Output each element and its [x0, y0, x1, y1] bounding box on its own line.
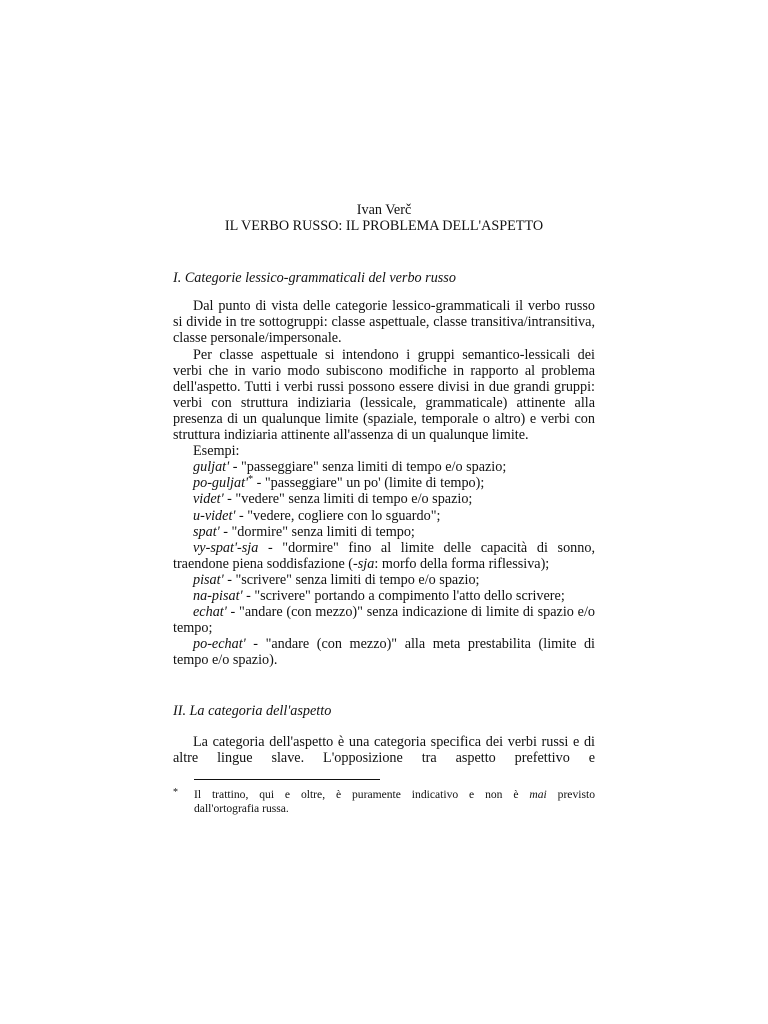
- footnote-line-2: dall'ortografia russa.: [194, 802, 289, 815]
- example-gloss: - "dormire" senza limiti di tempo;: [219, 523, 415, 540]
- example-verb: videt': [193, 491, 224, 508]
- example-verb: pisat': [193, 571, 224, 588]
- footnote-divider: [194, 779, 380, 780]
- example-gloss: - "dormire" fino al limite delle capacità di sonno, traendone piena soddisfazione (-: [173, 539, 595, 572]
- example-verb: vy-spat'-sja: [193, 539, 259, 556]
- example-gloss: - "andare (con mezzo)" senza indicazione di limite di spazio e/o tempo;: [173, 604, 595, 637]
- example-verb: po-echat': [193, 636, 246, 653]
- footnote-reference[interactable]: *: [248, 474, 254, 486]
- document-header: [173, 202, 595, 234]
- example-item: [173, 491, 595, 507]
- example-verb: na-pisat': [193, 587, 243, 604]
- examples-label: Esempi:: [193, 443, 240, 460]
- main-text-column: [173, 202, 595, 766]
- footnote: [173, 788, 595, 816]
- example-item: [173, 475, 595, 491]
- example-verb: echat': [193, 604, 227, 621]
- examples-list: [173, 459, 595, 668]
- section-1-paragraph-2: Per classe aspettuale si intendono i gruppi semantico-lessicali dei verbi che in vario modo subiscono modifiche in rapporto al problema dell'aspetto. Tutti i verbi russi possono essere divisi in due grandi gruppi: verbi con struttura indiziaria (lessicale, grammaticale) attinente alla presenza di un qualunque limite (spaziale, temporale o altro) e verbi con struttura indiziaria attinente all'assenza di un qualunque limite.: [173, 346, 595, 444]
- example-item: [173, 459, 595, 475]
- example-verb: po-guljat': [193, 475, 249, 492]
- example-item: [173, 588, 595, 604]
- example-item: [173, 604, 595, 636]
- example-item: [173, 572, 595, 588]
- example-verb: spat': [193, 523, 220, 540]
- section-2-heading: II. La categoria dell'aspetto: [173, 703, 332, 720]
- example-gloss: - "passeggiare" senza limiti di tempo e/o spazio;: [229, 459, 507, 476]
- section-2-paragraph-1: La categoria dell'aspetto è una categoria specifica dei verbi russi e di altre lingue slave. L'opposizione tra aspetto prefettivo e: [173, 733, 595, 766]
- footnote-text-tail: previsto: [546, 788, 595, 801]
- example-gloss: - "vedere, cogliere con lo sguardo";: [235, 507, 441, 524]
- example-gloss: - "passeggiare" un po' (limite di tempo);: [253, 475, 485, 492]
- example-gloss: - "scrivere" senza limiti di tempo e/o spazio;: [223, 571, 480, 588]
- example-item: [173, 508, 595, 524]
- footnote-line-1: [194, 788, 595, 802]
- footnote-text: Il trattino, qui e oltre, è puramente indicativo e non è: [194, 788, 530, 801]
- example-gloss: - "andare (con mezzo)" alla meta prestabilita (limite di tempo e/o spazio).: [173, 636, 595, 669]
- section-1-heading: I. Categorie lessico-grammaticali del verbo russo: [173, 270, 456, 287]
- example-item: [173, 540, 595, 572]
- example-verb: u-videt': [193, 507, 236, 524]
- footnote-text-italic: mai: [529, 788, 547, 801]
- example-verb: guljat': [193, 459, 230, 476]
- author-name: Ivan Verč: [356, 202, 412, 218]
- example-item: [173, 524, 595, 540]
- section-1-paragraph-1: Dal punto di vista delle categorie lessico-grammaticali il verbo russo si divide in tre sottogruppi: classe aspettuale, classe transitiva/intransitiva, classe personale/impersonale.: [173, 298, 595, 347]
- example-gloss-tail: : morfo della forma riflessiva);: [374, 555, 550, 572]
- example-item: [173, 636, 595, 668]
- example-gloss: - "vedere" senza limiti di tempo e/o spazio;: [223, 491, 473, 508]
- example-gloss-italic: sja: [357, 555, 375, 572]
- footnote-mark: *: [173, 787, 178, 798]
- document-title: IL VERBO RUSSO: IL PROBLEMA DELL'ASPETTO: [224, 218, 544, 235]
- example-gloss: - "scrivere" portando a compimento l'atto dello scrivere;: [242, 587, 565, 604]
